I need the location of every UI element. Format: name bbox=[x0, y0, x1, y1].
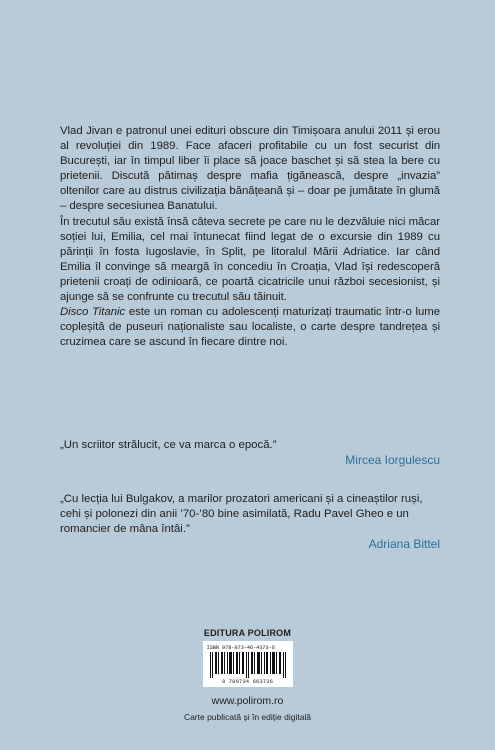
publisher-url: www.polirom.ro bbox=[211, 695, 284, 707]
barcode-icon bbox=[208, 652, 288, 678]
publisher-block bbox=[0, 628, 495, 722]
isbn-label: ISBN 978-973-46-4373-6 bbox=[206, 644, 275, 651]
quote-author: Mircea Iorgulescu bbox=[345, 453, 440, 468]
quote-author: Adriana Bittel bbox=[368, 537, 440, 552]
review-quote-1 bbox=[60, 438, 440, 468]
quote-text: „Cu lecția lui Bulgakov, a marilor prozatori americani și a cineaștilor ruși, cehi și polonezi din anii ’70-’80 bine asimilată, Radu Pavel Gheo e un romancier de mâna întâi.” bbox=[60, 493, 423, 536]
review-quote-2 bbox=[60, 492, 440, 552]
isbn-barcode bbox=[203, 641, 293, 687]
blurb-paragraph-3 bbox=[60, 305, 440, 350]
barcode-digits: 9 789734 663736 bbox=[221, 678, 273, 685]
quote-text: „Un scriitor strălucit, ce va marca o epocă.” bbox=[60, 439, 277, 451]
digital-edition-note: Carte publicată și în ediție digitală bbox=[183, 712, 312, 722]
book-blurb bbox=[60, 124, 440, 350]
blurb-paragraph-2: În trecutul său există însă câteva secrete pe care nu le dezvăluie nici măcar soției lui, Emilia, cel mai întunecat fiind legat de o excursie din 1989 cu părinții în fosta Iugoslavie, în Split, pe litoralul Mării Adriatice. Iar când Emilia îl convinge să meargă în concediu în Croația, Vlad își redescoperă prietenii croați de odinioară, ce poartă cicatricile unui război secesionist, și ajunge să se confrunte cu trecutul său tăinuit. bbox=[60, 215, 440, 304]
blurb-paragraph-1: Vlad Jivan e patronul unei edituri obscure din Timișoara anului 2011 și erou al revoluției din 1989. Face afaceri profitabile cu un fost securist din București, iar în timpul liber îi place să joace baschet și să stea la bere cu prietenii. Discută pătimaș despre mafia țigănească, despre „invazia” oltenilor care au distrus civilizația bănățeană și – doar pe jumătate în glumă – despre secesiunea Banatului. bbox=[60, 125, 440, 213]
publisher-name: EDITURA POLIROM bbox=[203, 628, 292, 638]
book-title-italic: Disco Titanic bbox=[60, 306, 126, 319]
blurb-paragraph-3-text: este un roman cu adolescenți maturizați traumatic într-o lume copleșită de puseuri naționaliste sau localiste, o carte despre tandrețea și cruzimea care se ascund în fiecare dintre noi. bbox=[60, 306, 441, 349]
